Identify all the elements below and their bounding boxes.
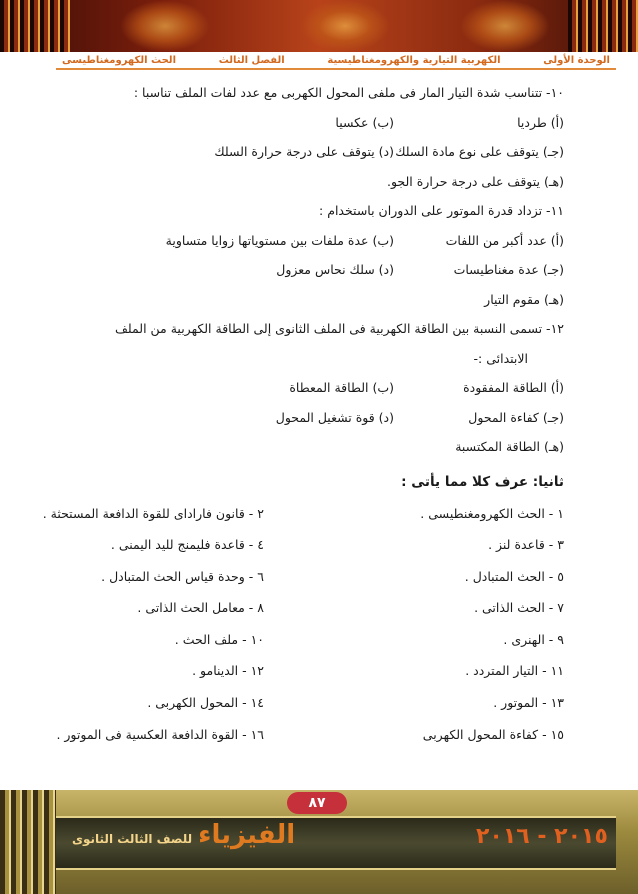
definition-item: ٤ - قاعدة فليمنج لليد اليمنى . xyxy=(110,537,264,553)
footer-decor-stripes xyxy=(0,790,56,894)
option-b: (ب) الطاقة المعطاة xyxy=(289,380,394,395)
definition-item: ٦ - وحدة قياس الحث المتبادل . xyxy=(101,568,264,584)
option-d: (د) يتوقف على درجة حرارة السلك xyxy=(214,144,394,159)
page-content xyxy=(42,78,564,750)
question-11-options-row xyxy=(64,285,564,315)
option-d: (د) سلك نحاس معزول xyxy=(276,262,394,277)
definitions-list xyxy=(42,498,564,751)
academic-years: ٢٠١٥ - ٢٠١٦ xyxy=(476,824,608,849)
option-e: (هـ) يتوقف على درجة حرارة الجو. xyxy=(386,173,564,189)
option-a: (أ) طرديا xyxy=(517,114,564,130)
book-title-grade: للصف الثالث الثانوى xyxy=(72,832,193,846)
definition-item: ١٠ - ملف الحث . xyxy=(174,631,264,647)
question-11-options-row xyxy=(64,226,564,256)
question-11-options-row xyxy=(64,255,564,285)
option-b: (ب) عدة ملفات بين مستوياتها زوايا متساوية xyxy=(165,232,394,248)
question-12-stem: ١٢- تسمى النسبة بين الطاقة الكهربية فى الملف الثانوى إلى الطاقة الكهربية من الملف xyxy=(114,321,564,336)
book-title xyxy=(72,820,295,850)
question-12-options-row xyxy=(64,403,564,433)
header-unit-title: الكهربية التيارية والكهرومغناطيسية xyxy=(327,54,501,66)
question-12-options-row xyxy=(64,373,564,403)
decor-swirl xyxy=(300,0,390,52)
option-c: (جـ) كفاءة المحول xyxy=(468,409,564,425)
option-c: (جـ) يتوقف على نوع مادة السلك xyxy=(395,144,564,159)
option-e: (هـ) مقوم التيار xyxy=(484,291,564,307)
option-e: (هـ) الطاقة المكتسبة xyxy=(455,439,564,454)
question-12-stem-continued: الابتدائى :- xyxy=(473,350,528,366)
page-footer xyxy=(0,790,638,894)
definition-item: ١٥ - كفاءة المحول الكهربى xyxy=(422,726,564,742)
running-header xyxy=(56,52,616,70)
question-10-options-row xyxy=(64,167,564,197)
definition-item: ١١ - التيار المتردد . xyxy=(465,663,564,679)
header-banner xyxy=(0,0,638,52)
definitions-heading: ثانيا: عرف كلا مما يأتى : xyxy=(401,473,564,490)
page-number: ٨٧ xyxy=(287,792,347,814)
option-a: (أ) عدد أكبر من اللفات xyxy=(445,232,564,248)
header-chapter: الفصل الثالث xyxy=(218,54,285,66)
definition-item: ٨ - معامل الحث الذاتى . xyxy=(137,600,264,616)
definition-item: ١ - الحث الكهرومغنطيسى . xyxy=(420,505,564,521)
definition-item: ٩ - الهنرى . xyxy=(503,631,564,647)
option-d: (د) قوة تشغيل المحول xyxy=(275,409,394,425)
definition-item: ٣ - قاعدة لنز . xyxy=(488,537,564,553)
decor-swirl xyxy=(460,0,550,52)
header-chapter-title: الحث الكهرومغناطيسى xyxy=(62,54,176,66)
definition-item: ١٢ - الدينامو . xyxy=(192,663,264,679)
question-11-stem: ١١- تزداد قدرة الموتور على الدوران باستخدام : xyxy=(319,203,564,218)
definition-item: ١٤ - المحول الكهربى . xyxy=(147,695,264,711)
question-10-options-row xyxy=(64,137,564,167)
definition-item: ٥ - الحث المتبادل . xyxy=(464,568,564,584)
question-10-options-row xyxy=(64,108,564,138)
option-b: (ب) عكسيا xyxy=(335,114,394,130)
question-10-stem: ١٠- تتناسب شدة التيار المار فى ملفى المحول الكهربى مع عدد لفات الملف تناسبا : xyxy=(133,85,564,100)
left-decor-stripes xyxy=(0,0,70,52)
decor-swirl xyxy=(120,0,210,52)
definition-item: ٧ - الحث الذاتى . xyxy=(474,600,564,616)
header-unit: الوحدة الأولى xyxy=(543,54,610,66)
right-decor-stripes xyxy=(568,0,638,52)
option-a: (أ) الطاقة المفقودة xyxy=(463,380,564,395)
question-12-options-row xyxy=(64,432,564,462)
definition-item: ٢ - قانون فاراداى للقوة الدافعة المستحثة . xyxy=(42,505,264,521)
definition-item: ١٦ - القوة الدافعة العكسية فى الموتور . xyxy=(56,726,264,742)
option-c: (جـ) عدة مغناطيسات xyxy=(453,262,564,277)
book-title-main: الفيزياء xyxy=(198,820,296,850)
definition-item: ١٣ - الموتور . xyxy=(493,695,564,711)
